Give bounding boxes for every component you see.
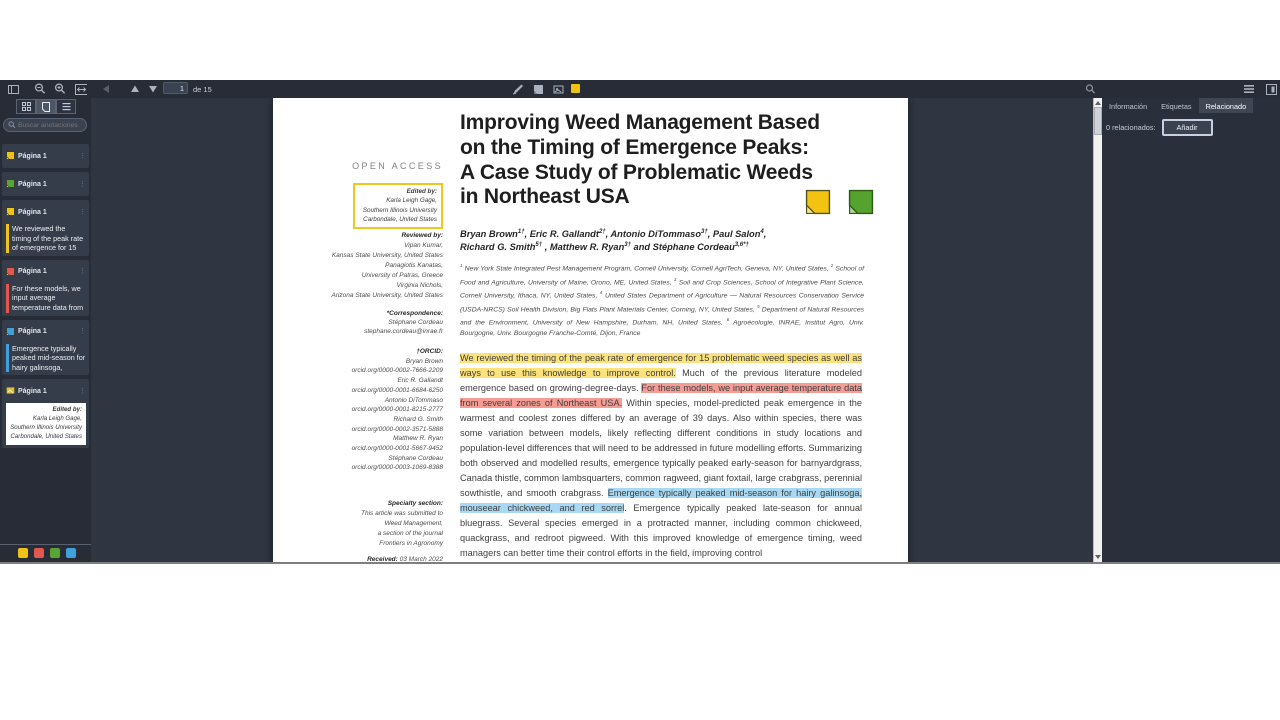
pdf-page — [273, 98, 908, 562]
reviewed-by-label: Reviewed by: — [401, 232, 443, 239]
annotation-preview-text: For these models, we input average temperature data from — [6, 284, 86, 313]
text-line: a section of the journal — [377, 530, 443, 537]
image-preview-line: Karla Leigh Gage, — [32, 415, 82, 423]
active-annotation-color-swatch[interactable] — [571, 84, 580, 93]
specialty-label: Specialty section: — [387, 500, 443, 507]
annotation-item-header — [6, 203, 86, 221]
text-line: Karla Leigh Gage, — [386, 197, 437, 205]
color-palette — [18, 548, 76, 558]
text-line: This article was submitted to — [360, 510, 443, 517]
abstract-text — [460, 351, 862, 561]
scrollbar-thumb[interactable] — [1094, 107, 1102, 135]
annotation-page-label: Página 1 — [18, 152, 47, 160]
zoom-in-icon[interactable] — [54, 83, 66, 95]
annotation-item-menu-icon[interactable]: ⋮ — [79, 152, 86, 160]
annotation-page-label: Página 1 — [18, 180, 47, 188]
text-line: Southern Illinois University — [362, 206, 437, 214]
highlight-blue-icon — [6, 323, 15, 341]
specialty-lines — [281, 509, 443, 549]
highlight-red-icon — [6, 263, 15, 281]
thumbnails-view-button[interactable] — [16, 99, 36, 114]
stamp-icon[interactable] — [552, 83, 564, 95]
authors-line: Bryan Brown$^{1\dagger}$, Eric R. Gallandt$^{2\dagger}$, Antonio DiTommaso$^{3\dagger}$, Paul Salon$^4$, Richard G. Smith$^{5\dagger}$ , Matthew R. Ryan$^{3\dagger}$ and Stéphane Cordeau$^{3,6*\dagger}$ — [460, 229, 767, 253]
edited-by-label: Edited by: — [406, 188, 437, 195]
reviewed-by-block — [281, 231, 443, 301]
fit-width-icon[interactable] — [75, 83, 87, 95]
zoom-out-icon[interactable] — [34, 83, 46, 95]
text-line: Vipan Kumar, — [404, 242, 443, 249]
annotation-item-menu-icon[interactable]: ⋮ — [79, 180, 86, 188]
stamp-icon — [6, 382, 15, 400]
add-note-icon[interactable] — [532, 83, 544, 95]
palette-color-swatch[interactable] — [34, 548, 44, 558]
annotation-page-label: Página 1 — [18, 268, 47, 276]
text-line: Bryan Brown — [405, 357, 443, 365]
search-document-icon[interactable] — [1084, 83, 1096, 95]
toolbar — [0, 80, 1280, 98]
annotation-item-header — [6, 382, 86, 400]
page-count-label: de 15 — [193, 85, 212, 94]
affiliations: $^1$ New York State Integrated Pest Management Program, Cornell University, Cornell AgriTech, Geneva, NY, United States, $^2$ School of Food and Agriculture, University of Maine, Orono, ME, United States, $^3$ Soil and Crop Sciences, School of Integrative Plant Science, Cornell University, Ithaca, NY, United States, $^4$ United States Department of Agriculture — Natural Resources Conservation Service (USDA-NRCS) Soil Health Division, Big Flats Plant Materials Center, Corning, NY, United States, $^5$ Department of Natural Resources and the Environment, University of New Hampshire, Durham, NH, United States, $^6$ Agroécologie, INRAE, Institut Agro, Univ. Bourgogne, Univ. Bourgogne Franche-Comté, Dijon, France — [460, 263, 865, 337]
annotations-sidebar — [0, 98, 91, 562]
image-preview-line: Carbondale, United States — [10, 432, 82, 440]
annotation-item-menu-icon[interactable]: ⋮ — [79, 328, 86, 336]
tab-información[interactable]: Información — [1109, 102, 1148, 111]
sticky-note-yellow-icon — [6, 147, 15, 165]
received-label: Received: — [367, 556, 398, 562]
properties-panel — [1102, 98, 1280, 562]
annotation-item-menu-icon[interactable]: ⋮ — [79, 208, 86, 216]
annotation-list-item[interactable] — [2, 260, 89, 316]
annotate-pen-icon[interactable] — [512, 83, 524, 95]
yellow-sticky-note[interactable] — [805, 189, 831, 220]
page-number-input[interactable] — [163, 82, 188, 94]
annotation-list-item[interactable] — [2, 144, 89, 168]
text-line: orcid.org/0000-0002-3571-5888 — [351, 425, 443, 433]
annotation-item-header — [6, 175, 86, 193]
scroll-down-arrow[interactable] — [1095, 555, 1101, 559]
text-line: Matthew R. Ryan — [393, 435, 443, 443]
annotation-item-header — [6, 263, 86, 281]
text-line: orcid.org/0000-0001-8215-2777 — [351, 406, 443, 414]
orcid-label: †ORCID: — [416, 348, 443, 355]
annotation-preview-text: We reviewed the timing of the peak rate of emergence for 15 — [6, 224, 86, 253]
text-line: Kansas State University, United States — [331, 252, 443, 259]
open-access-label: OPEN ACCESS — [352, 161, 443, 171]
text-line: stephane.cordeau@inrae.fr — [364, 327, 443, 335]
sticky-note-green-icon — [6, 175, 15, 193]
text-line: Weed Management, — [384, 520, 443, 527]
scroll-up-arrow[interactable] — [1095, 101, 1101, 105]
annotation-item-header — [6, 147, 86, 165]
add-related-button[interactable]: Añadir — [1162, 119, 1213, 136]
abstract-segment: Much of the previous literature modeled emergence based on growing-degree-days. — [460, 368, 863, 393]
text-line: orcid.org/0000-0002-7666-2209 — [351, 367, 443, 375]
image-preview-line: Southern Illinois University — [10, 423, 82, 431]
text-line: Virginia Nichols, — [396, 282, 443, 289]
page-up-icon[interactable] — [129, 83, 141, 95]
annotation-search-input[interactable] — [16, 121, 82, 130]
text-line: orcid.org/0000-0003-1069-8388 — [351, 464, 443, 472]
text-line: Improving Weed Management Based — [460, 111, 820, 134]
orcid-block — [281, 347, 443, 473]
specialty-block — [281, 499, 443, 549]
orcid-lines — [281, 357, 443, 473]
text-line: orcid.org/0000-0001-5667-9452 — [351, 445, 443, 453]
annotation-page-label: Página 1 — [18, 328, 47, 336]
nav-back-icon[interactable] — [100, 83, 112, 95]
annotation-image-preview — [6, 403, 86, 444]
text-line: Frontiers in Agronomy — [379, 540, 443, 547]
pdf-viewer-window — [0, 80, 1280, 564]
green-sticky-note[interactable] — [848, 189, 874, 220]
image-preview-line: Edited by: — [52, 406, 82, 414]
sidebar-view-toggles — [16, 99, 76, 114]
toggle-right-panel-icon[interactable] — [1265, 83, 1277, 95]
abstract-segment: . Emergence typically peaked late-season for annual bluegrass. Several species emerged in a protracted manner, including common chickweed, quackgrass, and redroot pigweed. With this improved knowledge of emergence timing, weed managers can better time their control efforts in the field, improving control — [460, 503, 862, 558]
highlight-annotation-blue[interactable]: Emergence typically peaked mid-season for hairy galinsoga, mouseear chickweed, and red sorrel — [460, 488, 862, 513]
page-down-icon[interactable] — [147, 83, 159, 95]
text-line: Stéphane Cordeau — [388, 454, 443, 462]
highlight-annotation-red[interactable]: For these models, we input average temperature data from several zones of Northeast USA. — [460, 383, 862, 408]
text-line: Carbondale, United States — [363, 216, 437, 224]
annotations-view-button[interactable] — [36, 99, 56, 114]
annotation-item-menu-icon[interactable]: ⋮ — [79, 268, 86, 276]
palette-color-swatch[interactable] — [66, 548, 76, 558]
toggle-sidebar-icon[interactable] — [7, 83, 19, 95]
menu-icon[interactable] — [1243, 83, 1255, 95]
abstract-segment: Within species, model-predicted peak emergence in the warmest and coolest zones differed by an average of 39 days. Also within species, there was some variation between models, likely reflecting different conditions in study locations and population-level differences that will need to be addressed in future modelling efforts. Summarizing both observed and modelled results, emergence typically peaked early-season for barnyardgrass, Canada thistle, common lambsquarters, common ragweed, giant foxtail, large crabgrass, perennial sowthistle, and smooth crabgrass. — [460, 398, 862, 498]
annotation-page-label: Página 1 — [18, 208, 47, 216]
edited-by-lines — [359, 196, 437, 224]
text-line: in Northeast USA — [460, 185, 630, 209]
reviewed-by-lines — [281, 241, 443, 301]
correspondence-block — [281, 310, 443, 336]
tab-etiquetas[interactable]: Etiquetas — [1161, 102, 1192, 111]
highlight-annotation-yellow[interactable]: We reviewed the timing of the peak rate of emergence for 15 problematic weed species as well as ways to use this knowledge to improve control. — [460, 353, 862, 378]
text-line: Arizona State University, United States — [331, 292, 443, 299]
document-view — [91, 98, 1102, 562]
text-line: Richard G. Smith — [393, 415, 443, 423]
text-line: Eric R. Gallandt — [397, 377, 443, 385]
palette-color-swatch[interactable] — [18, 548, 28, 558]
highlight-yellow-icon — [6, 203, 15, 221]
annotation-list-item[interactable] — [2, 172, 89, 196]
edited-by-box-annotation[interactable] — [353, 183, 443, 229]
text-line: orcid.org/0000-0001-6684-6250 — [351, 386, 443, 394]
annotation-list-item[interactable] — [2, 379, 89, 447]
text-line: University of Patras, Greece — [361, 272, 443, 279]
panel-tabs — [1102, 98, 1280, 113]
palette-divider — [0, 544, 91, 545]
text-line: Panagiotis Kanatas, — [385, 262, 443, 269]
search-icon — [8, 121, 16, 129]
text-line: Antonio DiTommaso — [384, 396, 443, 404]
text-line: on the Timing of Emergence Peaks: — [460, 135, 809, 159]
annotation-item-header — [6, 323, 86, 341]
annotation-preview-text: Emergence typically peaked mid-season for hairy galinsoga, — [6, 344, 86, 373]
palette-color-swatch[interactable] — [50, 548, 60, 558]
annotation-search-box[interactable] — [3, 118, 87, 132]
text-line: Stéphane Cordeau — [388, 318, 443, 326]
annotation-list — [0, 144, 91, 452]
received-value: 03 March 2022 — [397, 556, 443, 562]
text-line: A Case Study of Problematic Weeds — [460, 160, 813, 184]
annotation-item-menu-icon[interactable]: ⋮ — [79, 387, 86, 395]
correspondence-lines — [281, 319, 443, 337]
related-row — [1106, 119, 1280, 136]
annotation-page-label: Página 1 — [18, 387, 47, 395]
correspondence-label: *Correspondence: — [386, 310, 443, 317]
related-count-label: 0 relacionados: — [1106, 123, 1156, 132]
tab-relacionado[interactable]: Relacionado — [1199, 98, 1254, 113]
annotation-list-item[interactable] — [2, 320, 89, 376]
annotation-list-item[interactable] — [2, 200, 89, 256]
vertical-scrollbar[interactable] — [1093, 98, 1102, 562]
list-view-button[interactable] — [56, 99, 76, 114]
received-line — [281, 555, 443, 562]
